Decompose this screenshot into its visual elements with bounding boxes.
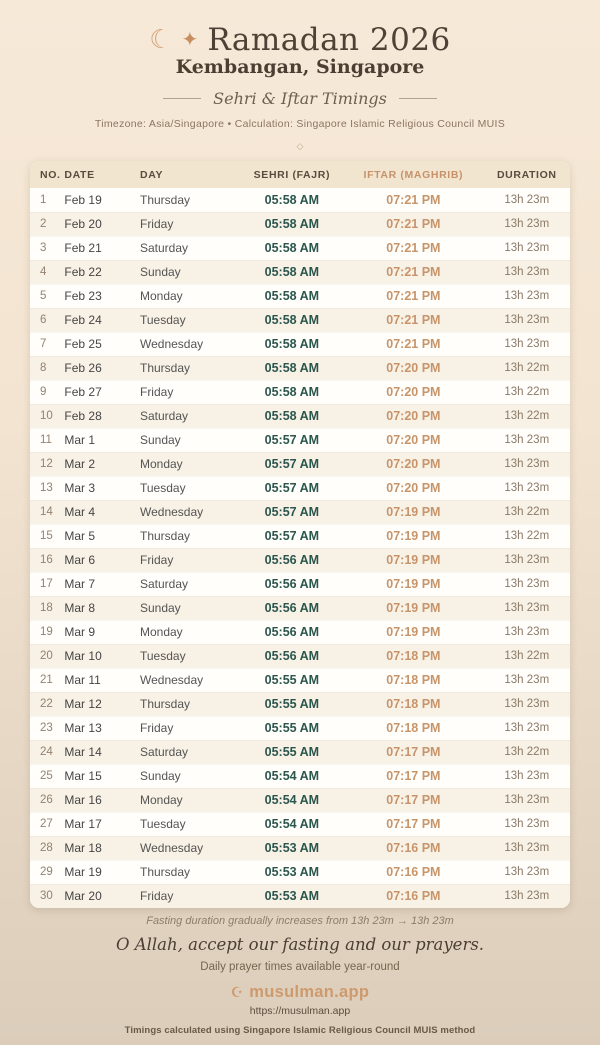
column-header-iftar: IFTAR (MAGHRIB): [343, 161, 483, 188]
row-duration: 13h 23m: [484, 332, 570, 356]
table-row: [30, 380, 570, 404]
row-day: Wednesday: [138, 500, 241, 524]
row-day: Thursday: [138, 860, 241, 884]
timings-table: [30, 161, 570, 908]
row-duration: 13h 23m: [484, 788, 570, 812]
row-sehri-time: 05:57 AM: [241, 524, 344, 548]
row-duration: 13h 23m: [484, 260, 570, 284]
row-date: Mar 2: [62, 452, 138, 476]
subtitle-row: [0, 89, 600, 108]
row-day: Monday: [138, 284, 241, 308]
table-row: [30, 620, 570, 644]
row-iftar-time: 07:20 PM: [343, 404, 483, 428]
column-header-no: NO.: [30, 161, 62, 188]
table-row: [30, 476, 570, 500]
table-row: [30, 836, 570, 860]
row-iftar-time: 07:20 PM: [343, 476, 483, 500]
row-sehri-time: 05:58 AM: [241, 236, 344, 260]
row-duration: 13h 22m: [484, 500, 570, 524]
row-sehri-time: 05:56 AM: [241, 644, 344, 668]
row-number: 9: [30, 380, 62, 404]
row-day: Wednesday: [138, 836, 241, 860]
row-sehri-time: 05:56 AM: [241, 596, 344, 620]
table-row: [30, 404, 570, 428]
row-duration: 13h 23m: [484, 764, 570, 788]
row-date: Mar 4: [62, 500, 138, 524]
table-row: [30, 716, 570, 740]
table-row: [30, 500, 570, 524]
row-day: Tuesday: [138, 476, 241, 500]
row-sehri-time: 05:57 AM: [241, 428, 344, 452]
row-duration: 13h 23m: [484, 812, 570, 836]
table-row: [30, 452, 570, 476]
row-date: Mar 11: [62, 668, 138, 692]
table-row: [30, 740, 570, 764]
table-row: [30, 572, 570, 596]
row-number: 1: [30, 188, 62, 212]
row-date: Mar 8: [62, 596, 138, 620]
row-number: 2: [30, 212, 62, 236]
duration-range-note: Fasting duration gradually increases from 13h 23m → 13h 23m: [146, 915, 454, 927]
row-date: Feb 22: [62, 260, 138, 284]
title-line: [0, 22, 600, 58]
row-number: 23: [30, 716, 62, 740]
row-sehri-time: 05:57 AM: [241, 476, 344, 500]
divider-rule-left: [163, 98, 201, 99]
row-duration: 13h 23m: [484, 620, 570, 644]
row-number: 19: [30, 620, 62, 644]
page-title: Ramadan 2026: [207, 22, 451, 58]
row-day: Saturday: [138, 404, 241, 428]
row-duration: 13h 22m: [484, 524, 570, 548]
table-row: [30, 332, 570, 356]
row-day: Monday: [138, 788, 241, 812]
row-date: Feb 19: [62, 188, 138, 212]
row-date: Mar 14: [62, 740, 138, 764]
row-day: Friday: [139, 889, 174, 904]
row-iftar-time: 07:21 PM: [343, 212, 483, 236]
row-day: Sunday: [138, 260, 241, 284]
row-date: Feb 28: [62, 404, 138, 428]
row-date: Mar 3: [62, 476, 138, 500]
row-date: Feb 21: [62, 236, 138, 260]
row-day: Friday: [138, 548, 241, 572]
row-date: Mar 12: [62, 692, 138, 716]
row-day: Monday: [138, 620, 241, 644]
row-iftar-time: 07:20 PM: [343, 428, 483, 452]
row-date: Mar 13: [62, 716, 138, 740]
row-number: 12: [30, 452, 62, 476]
row-iftar-time: 07:19 PM: [343, 620, 483, 644]
row-duration: 13h 22m: [484, 644, 570, 668]
row-day: Sunday: [138, 596, 241, 620]
row-number: 22: [30, 692, 62, 716]
row-day: Thursday: [138, 524, 241, 548]
row-day: Thursday: [138, 692, 241, 716]
table-row: [30, 692, 570, 716]
row-iftar-time: 07:21 PM: [343, 236, 483, 260]
row-iftar-time: 07:18 PM: [343, 668, 483, 692]
row-number: 14: [30, 500, 62, 524]
row-iftar-time: 07:17 PM: [343, 764, 483, 788]
table-row: [30, 356, 570, 380]
table-row: [30, 236, 570, 260]
row-duration: 13h 23m: [484, 596, 570, 620]
row-duration: 13h 22m: [484, 740, 570, 764]
column-header-sehri: SEHRI (FAJR): [241, 161, 344, 188]
row-number: 4: [30, 260, 62, 284]
row-iftar-time: 07:21 PM: [343, 260, 483, 284]
table-row: [30, 884, 570, 908]
row-day: Wednesday: [138, 668, 241, 692]
brand-name: musulman.app: [249, 983, 370, 1001]
row-date: Mar 6: [62, 548, 138, 572]
row-number: 29: [30, 860, 62, 884]
row-date: Feb 20: [62, 212, 138, 236]
row-sehri-time: 05:56 AM: [241, 548, 344, 572]
diamond-ornament-icon: ◇: [296, 141, 304, 151]
row-sehri-time: 05:54 AM: [241, 812, 344, 836]
row-iftar-time: 07:19 PM: [343, 548, 483, 572]
page-header: [0, 0, 600, 152]
table-row: [30, 860, 570, 884]
row-date: Feb 27: [62, 380, 138, 404]
row-sehri-time: 05:57 AM: [241, 452, 344, 476]
row-number: 13: [30, 476, 62, 500]
page-subtitle: Sehri & Iftar Timings: [213, 89, 387, 108]
row-number: 7: [30, 332, 62, 356]
row-number: 5: [30, 284, 62, 308]
row-date: Mar 10: [62, 644, 138, 668]
row-iftar-time: 07:17 PM: [343, 788, 483, 812]
row-day: Friday: [138, 212, 241, 236]
row-day: Friday: [138, 716, 241, 740]
row-number: 20: [30, 644, 62, 668]
row-duration: 13h 23m: [484, 548, 570, 572]
row-duration: 13h 23m: [504, 890, 550, 903]
row-duration: 13h 23m: [484, 428, 570, 452]
row-duration: 13h 23m: [484, 188, 570, 212]
row-sehri-time: 05:58 AM: [241, 332, 344, 356]
page-footer: [0, 915, 600, 1036]
row-number: 28: [30, 836, 62, 860]
row-number: 6: [30, 308, 62, 332]
row-day: Sunday: [138, 428, 241, 452]
row-day: Saturday: [138, 740, 241, 764]
row-iftar-time: 07:18 PM: [343, 716, 483, 740]
row-number: 3: [30, 236, 62, 260]
brand-line: [0, 983, 600, 1002]
divider-rule-right: [399, 98, 437, 99]
row-iftar-time: 07:20 PM: [343, 452, 483, 476]
timings-table-card: [30, 161, 570, 908]
row-iftar-time: 07:16 PM: [343, 860, 483, 884]
row-duration: 13h 23m: [484, 692, 570, 716]
row-day: Wednesday: [138, 332, 241, 356]
row-date: Mar 18: [62, 836, 138, 860]
timezone-calculation-meta: Timezone: Asia/Singapore • Calculation: Singapore Islamic Religious Council MUIS: [94, 118, 506, 130]
row-iftar-time: 07:17 PM: [343, 812, 483, 836]
row-day: Saturday: [138, 236, 241, 260]
table-row: [30, 524, 570, 548]
row-sehri-time: 05:57 AM: [241, 500, 344, 524]
row-date: Mar 19: [62, 860, 138, 884]
row-day: Tuesday: [138, 308, 241, 332]
row-duration: 13h 23m: [484, 308, 570, 332]
row-iftar-time: 07:20 PM: [343, 356, 483, 380]
row-duration: 13h 23m: [484, 836, 570, 860]
row-day: Tuesday: [138, 812, 241, 836]
row-number: 25: [30, 764, 62, 788]
row-date: Mar 9: [62, 620, 138, 644]
row-number: 21: [30, 668, 62, 692]
row-sehri-time: 05:54 AM: [241, 764, 344, 788]
row-day: Friday: [138, 380, 241, 404]
row-iftar-time: 07:21 PM: [343, 284, 483, 308]
row-duration: 13h 22m: [484, 404, 570, 428]
row-iftar-time: 07:18 PM: [343, 644, 483, 668]
table-row: [30, 188, 570, 212]
row-number: 17: [30, 572, 62, 596]
row-sehri-time: 05:53 AM: [241, 836, 344, 860]
row-iftar-time: 07:21 PM: [343, 308, 483, 332]
row-duration: 13h 23m: [484, 452, 570, 476]
table-row: [30, 308, 570, 332]
row-date: Mar 20: [64, 889, 102, 904]
row-number: 27: [30, 812, 62, 836]
row-day: Monday: [138, 452, 241, 476]
column-header-day: DAY: [138, 161, 241, 188]
timings-table-header: [30, 161, 570, 188]
row-sehri-time: 05:58 AM: [241, 260, 344, 284]
row-number: 10: [30, 404, 62, 428]
column-header-duration: DURATION: [484, 161, 570, 188]
row-day: Thursday: [138, 188, 241, 212]
row-date: Mar 1: [62, 428, 138, 452]
dua-text: O Allah, accept our fasting and our prayers.: [115, 935, 485, 954]
table-row: [30, 644, 570, 668]
row-day: Sunday: [138, 764, 241, 788]
table-row: [30, 212, 570, 236]
row-duration: 13h 23m: [484, 212, 570, 236]
row-sehri-time: 05:58 AM: [241, 188, 344, 212]
row-iftar-time: 07:19 PM: [343, 572, 483, 596]
row-date: Mar 15: [62, 764, 138, 788]
row-number: 16: [30, 548, 62, 572]
row-date: Mar 17: [62, 812, 138, 836]
table-row: [30, 428, 570, 452]
row-sehri-time: 05:55 AM: [241, 668, 344, 692]
row-date: Mar 5: [62, 524, 138, 548]
brand-url: https://musulman.app: [249, 1005, 351, 1017]
row-duration: 13h 23m: [484, 236, 570, 260]
row-sehri-time: 05:58 AM: [241, 308, 344, 332]
row-sehri-time: 05:58 AM: [241, 404, 344, 428]
table-row: [30, 284, 570, 308]
row-iftar-time: 07:21 PM: [343, 332, 483, 356]
brand-crescent-icon: ☪: [230, 984, 244, 1000]
calculation-method-note: Timings calculated using Singapore Islamic Religious Council MUIS method: [124, 1025, 476, 1036]
table-row: [30, 548, 570, 572]
row-number: 15: [30, 524, 62, 548]
row-sehri-time: 05:53 AM: [241, 860, 344, 884]
table-row: [30, 668, 570, 692]
table-row: [30, 260, 570, 284]
row-date: Feb 25: [62, 332, 138, 356]
row-number: 8: [30, 356, 62, 380]
row-sehri-time: 05:58 AM: [241, 284, 344, 308]
row-sehri-time: 05:58 AM: [241, 212, 344, 236]
row-number: 30: [40, 890, 53, 903]
row-iftar-time: 07:16 PM: [386, 889, 441, 904]
column-header-date: DATE: [62, 161, 138, 188]
crescent-moon-icon: ☾: [149, 24, 173, 54]
row-iftar-time: 07:17 PM: [343, 740, 483, 764]
row-duration: 13h 23m: [484, 572, 570, 596]
row-date: Feb 26: [62, 356, 138, 380]
row-iftar-time: 07:19 PM: [343, 524, 483, 548]
row-sehri-time: 05:58 AM: [241, 380, 344, 404]
row-sehri-time: 05:55 AM: [241, 716, 344, 740]
row-iftar-time: 07:16 PM: [343, 836, 483, 860]
location-title: Kembangan, Singapore: [175, 56, 425, 78]
row-date: Feb 24: [62, 308, 138, 332]
row-iftar-time: 07:19 PM: [343, 596, 483, 620]
row-iftar-time: 07:21 PM: [343, 188, 483, 212]
row-number: 11: [30, 428, 62, 452]
availability-note: Daily prayer times available year-round: [200, 961, 400, 973]
row-day: Saturday: [138, 572, 241, 596]
row-duration: 13h 23m: [484, 716, 570, 740]
row-number: 18: [30, 596, 62, 620]
table-row: [30, 812, 570, 836]
row-duration: 13h 23m: [484, 860, 570, 884]
timings-table-body: [30, 188, 570, 908]
table-row: [30, 764, 570, 788]
row-duration: 13h 23m: [484, 476, 570, 500]
row-date: Mar 16: [62, 788, 138, 812]
row-date: Feb 23: [62, 284, 138, 308]
row-date: Mar 7: [62, 572, 138, 596]
row-day: Thursday: [138, 356, 241, 380]
row-duration: 13h 22m: [484, 356, 570, 380]
table-row: [30, 788, 570, 812]
row-number: 24: [30, 740, 62, 764]
row-iftar-time: 07:19 PM: [343, 500, 483, 524]
row-day: Tuesday: [138, 644, 241, 668]
row-duration: 13h 23m: [484, 668, 570, 692]
row-duration: 13h 23m: [484, 284, 570, 308]
row-duration: 13h 22m: [484, 380, 570, 404]
row-sehri-time: 05:56 AM: [241, 572, 344, 596]
row-iftar-time: 07:18 PM: [343, 692, 483, 716]
sparkle-star-icon: ✦: [181, 29, 199, 51]
row-iftar-time: 07:20 PM: [343, 380, 483, 404]
row-sehri-time: 05:56 AM: [241, 620, 344, 644]
row-sehri-time: 05:54 AM: [241, 788, 344, 812]
row-number: 26: [30, 788, 62, 812]
row-sehri-time: 05:55 AM: [241, 740, 344, 764]
row-sehri-time: 05:58 AM: [241, 356, 344, 380]
table-row: [30, 596, 570, 620]
row-sehri-time: 05:53 AM: [264, 889, 320, 904]
row-sehri-time: 05:55 AM: [241, 692, 344, 716]
